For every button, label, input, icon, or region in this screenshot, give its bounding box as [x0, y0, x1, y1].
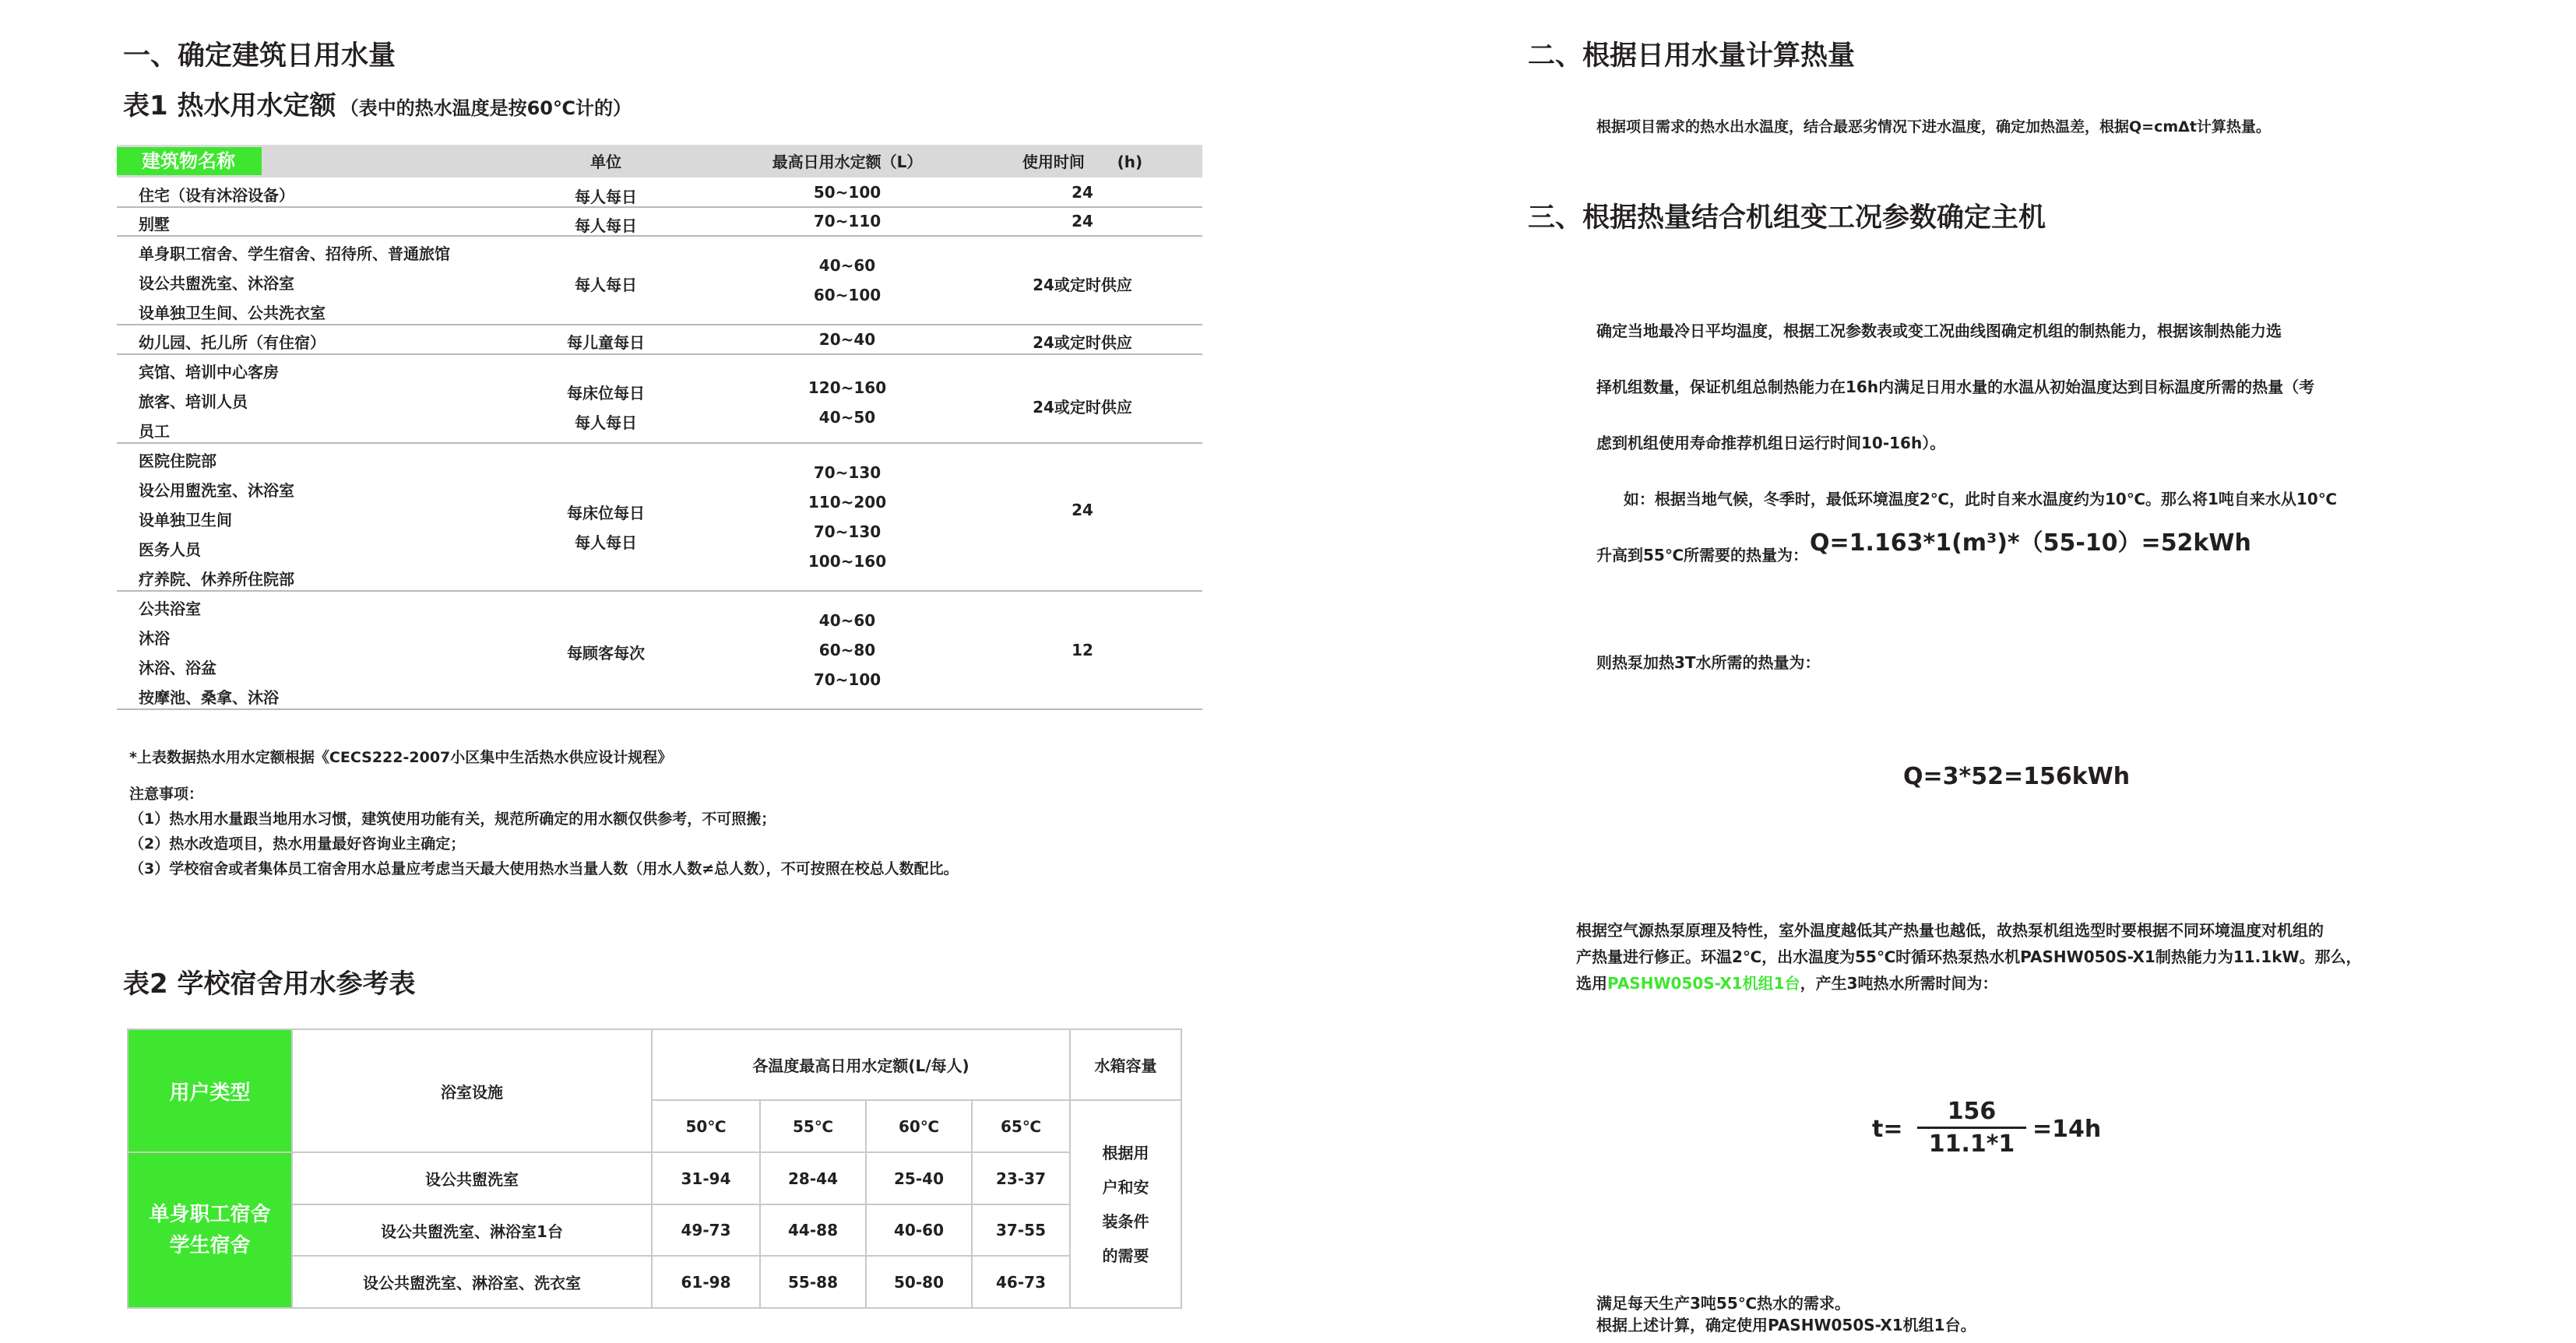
table2-tank-line: 的需要	[1102, 1246, 1149, 1265]
table1-row-quota: 40~50	[818, 408, 876, 427]
table2-user-type-header: 用户类型	[128, 1029, 292, 1152]
table1-row-unit: 每人每日	[575, 216, 637, 235]
table1-row-name: 沐浴	[139, 629, 170, 648]
table2-value: 46-73	[972, 1256, 1070, 1308]
table1-caption	[123, 84, 632, 122]
table1-row-name: 设单独卫生间、公共洗衣室	[139, 304, 326, 322]
selected-model-highlight: PASHW050S-X1机组1台	[1607, 974, 1800, 993]
conclusion-line: 满足每天生产3吨55℃热水的需求。	[1596, 1294, 1850, 1313]
table2-value: 55-88	[760, 1256, 866, 1308]
table1-row-time: 12	[1072, 641, 1093, 659]
table2-value: 23-37	[972, 1152, 1070, 1204]
table1-row-name: 公共浴室	[139, 599, 201, 618]
note-item: （1）热水用水量跟当地用水习惯，建筑使用功能有关，规范所确定的用水额仅供参考，不可照搬；	[129, 810, 776, 828]
table1-row-name: 设公共盥洗室、沐浴室	[139, 274, 294, 293]
table1-row-name: 医务人员	[139, 540, 201, 559]
source-note: *上表数据热水用水定额根据《CECS222-2007小区集中生活热水供应设计规程》	[129, 749, 673, 766]
paragraph-line: 产热量进行修正。环温2℃，出水温度为55℃时循环热泵热水机PASHW050S-X1制热能力为11.1kW。那么，	[1576, 947, 2362, 966]
table2-title: 表2 学校宿舍用水参考表	[123, 969, 416, 1000]
selection-prefix: 选用	[1576, 974, 1607, 993]
table2-temp-header: 50℃	[652, 1100, 760, 1152]
table1-row-quota: 120~160	[808, 378, 887, 397]
table2-tank-line: 户和安	[1102, 1177, 1149, 1197]
table1-subtitle: （表中的热水温度是按60℃计的）	[340, 97, 632, 119]
table1-row-name: 按摩池、桑拿、沐浴	[139, 688, 279, 707]
table1-row-name: 旅客、培训人员	[139, 392, 248, 411]
table1-row-quota: 60~80	[818, 641, 876, 659]
table1-row-quota: 110~200	[808, 493, 887, 512]
table2	[127, 1028, 1182, 1309]
fraction-denominator: 11.1*1	[1928, 1130, 2015, 1158]
paragraph-line: 虑到机组使用寿命推荐机组日运行时间10-16h）。	[1596, 434, 1946, 452]
table1-row-quota: 50~100	[813, 183, 882, 202]
table2-tank-header: 水箱容量	[1070, 1029, 1181, 1100]
table1-row-name: 住宅（设有沐浴设备）	[139, 186, 294, 205]
table1-header-time: 使用时间 (h)	[1022, 153, 1143, 171]
table1-row-quota: 70~100	[813, 670, 882, 689]
table1-row-name: 医院住院部	[139, 452, 216, 470]
formula-fraction	[1917, 1098, 2026, 1158]
table1-row-unit: 每床位每日	[567, 504, 645, 522]
table2-value: 37-55	[972, 1204, 1070, 1256]
table1-row-quota: 40~60	[818, 256, 876, 275]
selection-suffix: ，产生3吨热水所需时间为：	[1800, 974, 1998, 993]
table1-row-name: 疗养院、休养所住院部	[139, 570, 294, 589]
table2-facility: 设公共盥洗室	[292, 1152, 652, 1204]
table1-header-quota: 最高日用水定额（L）	[772, 153, 923, 171]
section2-text: 根据项目需求的热水出水温度，结合最恶劣情况下进水温度，确定加热温差，根据Q=cmΔt计算热量。	[1596, 118, 2271, 135]
table2-value: 61-98	[652, 1256, 760, 1308]
table1-header-unit: 单位	[590, 153, 621, 171]
table2-temp-header: 60℃	[866, 1100, 972, 1152]
table1-header-name: 建筑物名称	[117, 147, 262, 175]
table1-row-time: 24	[1072, 501, 1093, 519]
table1-row-name: 宾馆、培训中心客房	[139, 363, 279, 381]
table2-user-type	[128, 1152, 292, 1308]
table2-facility: 设公共盥洗室、淋浴室1台	[292, 1204, 652, 1256]
table2-facility-header: 浴室设施	[292, 1029, 652, 1152]
table1-row-name: 设单独卫生间	[139, 511, 232, 529]
table1-row-quota: 70~110	[813, 212, 882, 230]
table1-divider	[117, 235, 1202, 237]
table1-title: 表1 热水用水定额	[123, 90, 336, 121]
paragraph-3t-heat: 则热泵加热3T水所需的热量为：	[1596, 653, 1821, 672]
table2-value: 50-80	[866, 1256, 972, 1308]
table1-divider	[117, 206, 1202, 208]
table1-divider	[117, 590, 1202, 592]
table1-row-quota: 70~130	[813, 463, 882, 482]
table2-temp-header: 65℃	[972, 1100, 1070, 1152]
paragraph-line: 择机组数量，保证机组总制热能力在16h内满足日用水量的水温从初始温度达到目标温度所需的热量（考	[1596, 378, 2315, 396]
table1-row-unit: 每人每日	[575, 533, 637, 552]
table2-value: 31-94	[652, 1152, 760, 1204]
table2-user-type-line: 学生宿舍	[169, 1234, 251, 1257]
table1-row-name: 设公用盥洗室、沐浴室	[139, 481, 294, 500]
table1-row-time: 24或定时供应	[1033, 333, 1132, 352]
paragraph-line: 确定当地最冷日平均温度，根据工况参数表或变工况曲线图确定机组的制热能力，根据该制热能力选	[1596, 322, 2282, 340]
paragraph-line	[1576, 970, 2362, 997]
table2-value: 49-73	[652, 1204, 760, 1256]
table1-row-time: 24或定时供应	[1033, 398, 1132, 417]
fraction-numerator: 156	[1947, 1098, 1997, 1125]
table1-row-name: 幼儿园、托儿所（有住宿）	[139, 333, 326, 352]
table1-divider	[117, 442, 1202, 444]
conclusion-line: 根据上述计算，确定使用PASHW050S-X1机组1台。	[1596, 1316, 1976, 1334]
table1-row-time: 24或定时供应	[1033, 276, 1132, 294]
table1-row-unit: 每人每日	[575, 413, 637, 432]
table1-row-name: 别墅	[139, 215, 170, 234]
table1-row-unit: 每床位每日	[567, 384, 645, 403]
fraction-bar	[1917, 1127, 2026, 1129]
table2-value: 44-88	[760, 1204, 866, 1256]
table1-divider	[117, 324, 1202, 325]
table2-temp-header: 55℃	[760, 1100, 866, 1152]
table1-divider	[117, 353, 1202, 355]
table1-row-time: 24	[1072, 183, 1093, 202]
paragraph-line: 如：根据当地气候，冬季时，最低环境温度2℃，此时自来水温度约为10℃。那么将1吨自来水从10℃	[1596, 490, 2337, 508]
table2-tank-line: 装条件	[1102, 1211, 1149, 1231]
table2-facility: 设公共盥洗室、淋浴室、洗衣室	[292, 1256, 652, 1308]
table1-divider	[117, 708, 1202, 710]
section2-title: 二、根据日用水量计算热量	[1528, 40, 1856, 72]
formula-time-rhs: =14h	[2032, 1116, 2102, 1143]
note-item: （2）热水改造项目，热水用量最好咨询业主确定；	[129, 835, 466, 853]
table1-row-quota: 100~160	[808, 552, 887, 571]
paragraph-line: 升高到55℃所需要的热量为：	[1596, 546, 1809, 564]
selection-paragraph	[1576, 917, 2362, 997]
table1-row-quota: 40~60	[818, 611, 876, 630]
table2-tank-line: 根据用	[1102, 1143, 1149, 1162]
table2-tank-cell	[1070, 1100, 1181, 1308]
table1-row-unit: 每人每日	[575, 188, 637, 206]
notes-title: 注意事项：	[129, 786, 204, 803]
formula-total-heat: Q=3*52=156kWh	[1903, 763, 2131, 790]
table1-row-unit: 每儿童每日	[567, 333, 645, 352]
table2-value: 25-40	[866, 1152, 972, 1204]
table1-row-name: 单身职工宿舍、学生宿舍、招待所、普通旅馆	[139, 244, 450, 263]
formula-heat-per-ton: Q=1.163*1(m³)*（55-10）=52kWh	[1810, 529, 2251, 557]
table2-quota-header: 各温度最高日用水定额(L/每人)	[652, 1029, 1070, 1100]
section3-title: 三、根据热量结合机组变工况参数确定主机	[1528, 202, 2046, 234]
section1-title: 一、确定建筑日用水量	[123, 40, 396, 72]
table2-value: 28-44	[760, 1152, 866, 1204]
table2-user-type-line: 单身职工宿舍	[149, 1203, 271, 1226]
table1-row-quota: 70~130	[813, 522, 882, 541]
table1-row-time: 24	[1072, 212, 1093, 230]
formula-time-lhs: t=	[1872, 1116, 1903, 1143]
table1-row-quota: 20~40	[818, 330, 876, 349]
table1-row-unit: 每顾客每次	[567, 644, 645, 663]
table1-row-unit: 每人每日	[575, 276, 637, 294]
paragraph-line: 根据空气源热泵原理及特性，室外温度越低其产热量也越低，故热泵机组选型时要根据不同环境温度对机组的	[1576, 921, 2324, 940]
table1-row-name: 沐浴、浴盆	[139, 659, 216, 677]
table1-row-name: 员工	[139, 422, 170, 441]
note-item: （3）学校宿舍或者集体员工宿舍用水总量应考虑当天最大使用热水当量人数（用水人数≠总人数），不可按照在校总人数配比。	[129, 860, 959, 877]
table2-value: 40-60	[866, 1204, 972, 1256]
table1-row-quota: 60~100	[813, 286, 882, 304]
conclusion	[1596, 1292, 1976, 1336]
